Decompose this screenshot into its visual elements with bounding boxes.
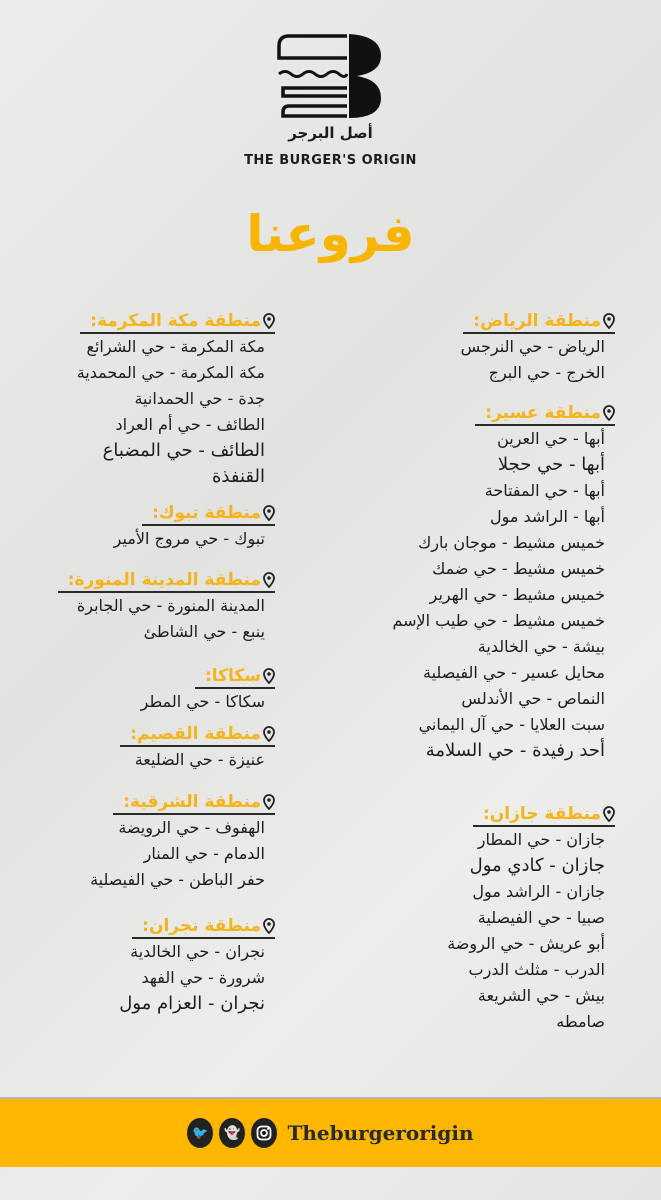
region-section xyxy=(119,915,265,1017)
branch-item: خميس مشيط - حي الهرير xyxy=(429,585,605,604)
branch-item: جدة - حي الحمدانية xyxy=(134,389,265,408)
region-header xyxy=(142,502,275,526)
region-title: منطقة القصيم: xyxy=(130,724,261,744)
location-pin-icon xyxy=(603,313,615,329)
location-pin-icon xyxy=(263,505,275,521)
footer-social-bar xyxy=(0,1097,661,1167)
brand-name-english: THE BURGER'S ORIGIN xyxy=(244,153,417,168)
branch-item: الطائف - حي أم العراد xyxy=(115,415,265,434)
region-title: سكاكا: xyxy=(204,666,261,686)
region-header xyxy=(80,310,275,334)
branch-item: عنيزة - حي الضليعة xyxy=(134,750,265,769)
branch-item: جازان - كادي مول xyxy=(469,855,605,876)
branch-item: الطائف - حي المضباع xyxy=(102,440,265,461)
region-title: منطقة نجران: xyxy=(142,916,261,936)
location-pin-icon xyxy=(263,918,275,934)
branch-item: خميس مشيط - حي ضمك xyxy=(432,559,605,578)
region-title: منطقة جازان: xyxy=(482,804,601,824)
branch-item: خميس مشيط - حي طيب الإسم xyxy=(392,611,605,630)
branch-item: أبها - الراشد مول xyxy=(489,507,605,526)
region-header xyxy=(58,569,275,593)
branch-item: الدرب - مثلث الدرب xyxy=(468,960,605,979)
branch-item: المدينة المنورة - حي الجابرة xyxy=(76,596,265,615)
branch-item: تبوك - حي مروج الأمير xyxy=(113,529,265,548)
branch-item: صبيا - حي الفيصلية xyxy=(477,908,605,927)
location-pin-icon xyxy=(263,726,275,742)
branch-item: حفر الباطن - حي الفيصلية xyxy=(90,870,265,889)
branch-item: أبها - حي المفتاحة xyxy=(484,481,605,500)
snapchat-icon[interactable]: 👻 xyxy=(219,1118,245,1148)
location-pin-icon xyxy=(603,405,615,421)
branch-item: أبها - حي العرين xyxy=(497,429,605,448)
region-title: منطقة المدينة المنورة: xyxy=(67,570,261,590)
branch-item: سكاكا - حي المطر xyxy=(140,692,265,711)
location-pin-icon xyxy=(263,572,275,588)
region-header xyxy=(463,310,615,334)
region-section xyxy=(90,791,265,893)
region-header xyxy=(195,665,275,689)
branch-item: أحد رفيدة - حي السلامة xyxy=(425,740,605,761)
branch-item: أبها - حي حجلا xyxy=(497,454,605,475)
region-header xyxy=(113,791,275,815)
branch-item: سبت العلايا - حي آل اليماني xyxy=(418,715,605,734)
branch-item: نجران - العزام مول xyxy=(119,993,265,1014)
region-section xyxy=(120,723,265,773)
branch-item: محايل عسير - حي الفيصلية xyxy=(423,663,605,682)
twitter-icon[interactable]: 🐦 xyxy=(187,1118,213,1148)
branch-item: النماص - حي الأندلس xyxy=(461,689,605,708)
branch-item: ينبع - حي الشاطئ xyxy=(143,622,265,641)
region-section xyxy=(58,569,265,645)
branch-item: بيشة - حي الخالدية xyxy=(477,637,605,656)
region-title: منطقة الرياض: xyxy=(473,311,601,331)
region-section xyxy=(392,402,605,764)
branch-item: الرياض - حي النرجس xyxy=(460,337,605,356)
region-section xyxy=(114,502,265,552)
branch-item: نجران - حي الخالدية xyxy=(130,942,265,961)
branch-item: الخرج - حي البرج xyxy=(488,363,605,382)
region-section xyxy=(141,665,265,715)
location-pin-icon xyxy=(263,794,275,810)
branch-item: جازان - الراشد مول xyxy=(472,882,605,901)
branch-item: صامطه xyxy=(556,1012,605,1031)
region-header xyxy=(473,803,615,827)
branch-item: مكة المكرمة - حي الشرائع xyxy=(86,337,265,356)
location-pin-icon xyxy=(263,668,275,684)
page-title: فروعنا xyxy=(246,205,415,263)
region-header xyxy=(120,723,275,747)
region-title: منطقة مكة المكرمة: xyxy=(90,311,261,331)
branch-item: بيش - حي الشريعة xyxy=(477,986,605,1005)
region-section xyxy=(461,310,605,386)
branch-item: جازان - حي المطار xyxy=(477,830,605,849)
location-pin-icon xyxy=(263,313,275,329)
region-title: منطقة تبوك: xyxy=(152,503,261,523)
region-header xyxy=(475,402,615,426)
burger-logo xyxy=(275,32,385,120)
branch-item: شرورة - حي الفهد xyxy=(141,968,265,987)
location-pin-icon xyxy=(603,806,615,822)
region-header xyxy=(132,915,275,939)
region-title: منطقة عسير: xyxy=(485,403,601,423)
social-handle[interactable]: Theburgerorigin xyxy=(287,1121,474,1145)
brand-name-arabic: أصل البرجر xyxy=(288,124,373,142)
branch-item: الهفوف - حي الرويضة xyxy=(118,818,265,837)
instagram-icon[interactable] xyxy=(251,1118,277,1148)
branch-item: مكة المكرمة - حي المحمدية xyxy=(76,363,265,382)
region-section xyxy=(77,310,265,490)
region-section xyxy=(447,803,605,1035)
branch-item: أبو عريش - حي الروضة xyxy=(447,934,605,953)
branch-item: الدمام - حي المنار xyxy=(143,844,265,863)
branch-item: القنفذة xyxy=(211,466,265,487)
region-title: منطقة الشرقية: xyxy=(123,792,261,812)
branch-item: خميس مشيط - موجان بارك xyxy=(418,533,605,552)
